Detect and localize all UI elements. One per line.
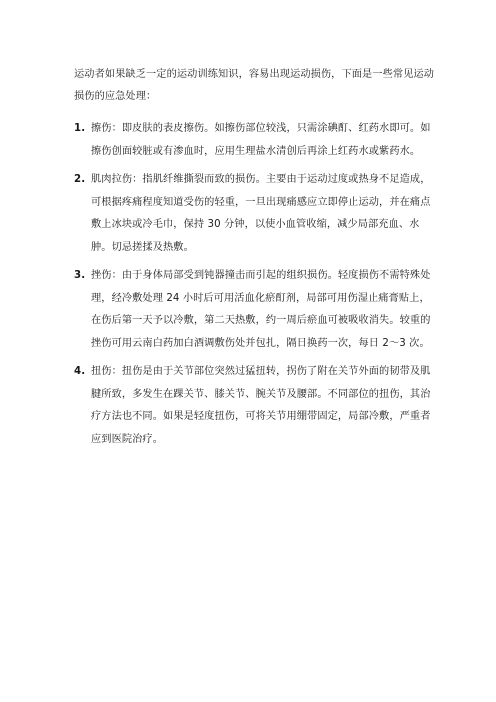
list-item-text: 挫伤：由于身体局部受到钝器撞击而引起的组织损伤。轻度损伤不需特殊处理，经冷敷处理 24 小时后可用活血化瘀酊剂，局部可用伤湿止痛膏贴上，在伤后第一天予以冷敷，第二天热敷，约一周后瘀血可被吸收消失。较重的挫伤可用云南白药加白酒调敷伤处并包扎，隔日换药一次，每日 2～3 次。 <box>91 270 431 349</box>
list-item-number: 4. <box>74 366 86 377</box>
injury-list <box>74 118 436 457</box>
list-item-sprain <box>74 361 436 451</box>
list-item-text: 擦伤：即皮肤的表皮擦伤。如擦伤部位较浅，只需涂碘酊、红药水即可。如擦伤创面较脏或有渗血时，应用生理盐水清创后再涂上红药水或紫药水。 <box>91 123 431 157</box>
list-item-number: 2. <box>74 174 86 185</box>
list-item-abrasion <box>74 118 436 163</box>
list-item-muscle-strain <box>74 169 436 259</box>
list-item-text: 肌肉拉伤：指肌纤维撕裂而致的损伤。主要由于运动过度或热身不足造成，可根据疼痛程度知道受伤的轻重，一旦出现痛感应立即停止运动，并在痛点敷上冰块或冷毛巾，保持 30 分钟，以使小血管收缩，减少局部充血、水肿。切忌搓揉及热敷。 <box>91 174 431 253</box>
list-item-text: 扭伤：扭伤是由于关节部位突然过猛扭转，拐伤了附在关节外面的韧带及肌腱所致，多发生在踝关节、膝关节、腕关节及腰部。不同部位的扭伤，其治疗方法也不同。如果是轻度扭伤，可将关节用绷带固定，局部冷敷，严重者应到医院治疗。 <box>91 366 431 445</box>
list-item-contusion <box>74 265 436 355</box>
list-item-number: 3. <box>74 270 86 281</box>
intro-paragraph: 运动者如果缺乏一定的运动训练知识，容易出现运动损伤，下面是一些常见运动损伤的应急处理： <box>74 69 435 102</box>
list-item-number: 1. <box>74 123 86 134</box>
